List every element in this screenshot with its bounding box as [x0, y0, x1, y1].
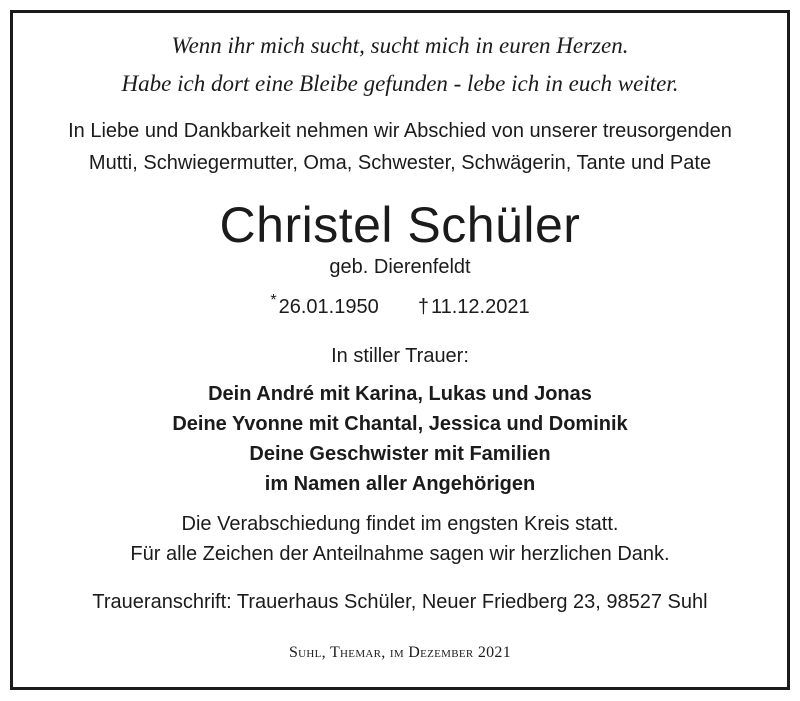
mourner-line: Dein André mit Karina, Lukas und Jonas — [208, 383, 592, 405]
birth-date: 26.01.1950 — [278, 295, 379, 318]
mourner-line: Deine Yvonne mit Chantal, Jessica und Dominik — [172, 413, 628, 435]
place-date-footer: Suhl, Themar, im Dezember 2021 — [288, 644, 512, 661]
death-cross-icon: † — [417, 295, 429, 318]
motto-line-1: Wenn ihr mich sucht, sucht mich in euren Herzen. — [171, 33, 629, 58]
mourner-line: im Namen aller Angehörigen — [264, 473, 536, 495]
intro-line-1: In Liebe und Dankbarkeit nehmen wir Abschied von unserer treusorgenden — [68, 120, 732, 142]
motto-line-2: Habe ich dort eine Bleibe gefunden - lebe ich in euch weiter. — [121, 71, 679, 96]
life-dates — [0, 292, 800, 319]
death-date: 11.12.2021 — [430, 295, 530, 318]
notice-line-1: Die Verabschiedung findet im engsten Kreis statt. — [181, 513, 619, 535]
intro-line-2: Mutti, Schwiegermutter, Oma, Schwester, Schwägerin, Tante und Pate — [88, 152, 712, 174]
mourning-heading: In stiller Trauer: — [331, 345, 469, 367]
notice-line-2: Für alle Zeichen der Anteilnahme sagen wir herzlichen Dank. — [130, 543, 670, 565]
birth-star-icon: * — [270, 292, 277, 309]
mourner-line: Deine Geschwister mit Familien — [249, 443, 551, 465]
deceased-name: Christel Schüler — [219, 197, 581, 253]
maiden-name: geb. Dierenfeldt — [329, 256, 471, 278]
mourning-address: Traueranschrift: Trauerhaus Schüler, Neuer Friedberg 23, 98527 Suhl — [92, 591, 708, 613]
